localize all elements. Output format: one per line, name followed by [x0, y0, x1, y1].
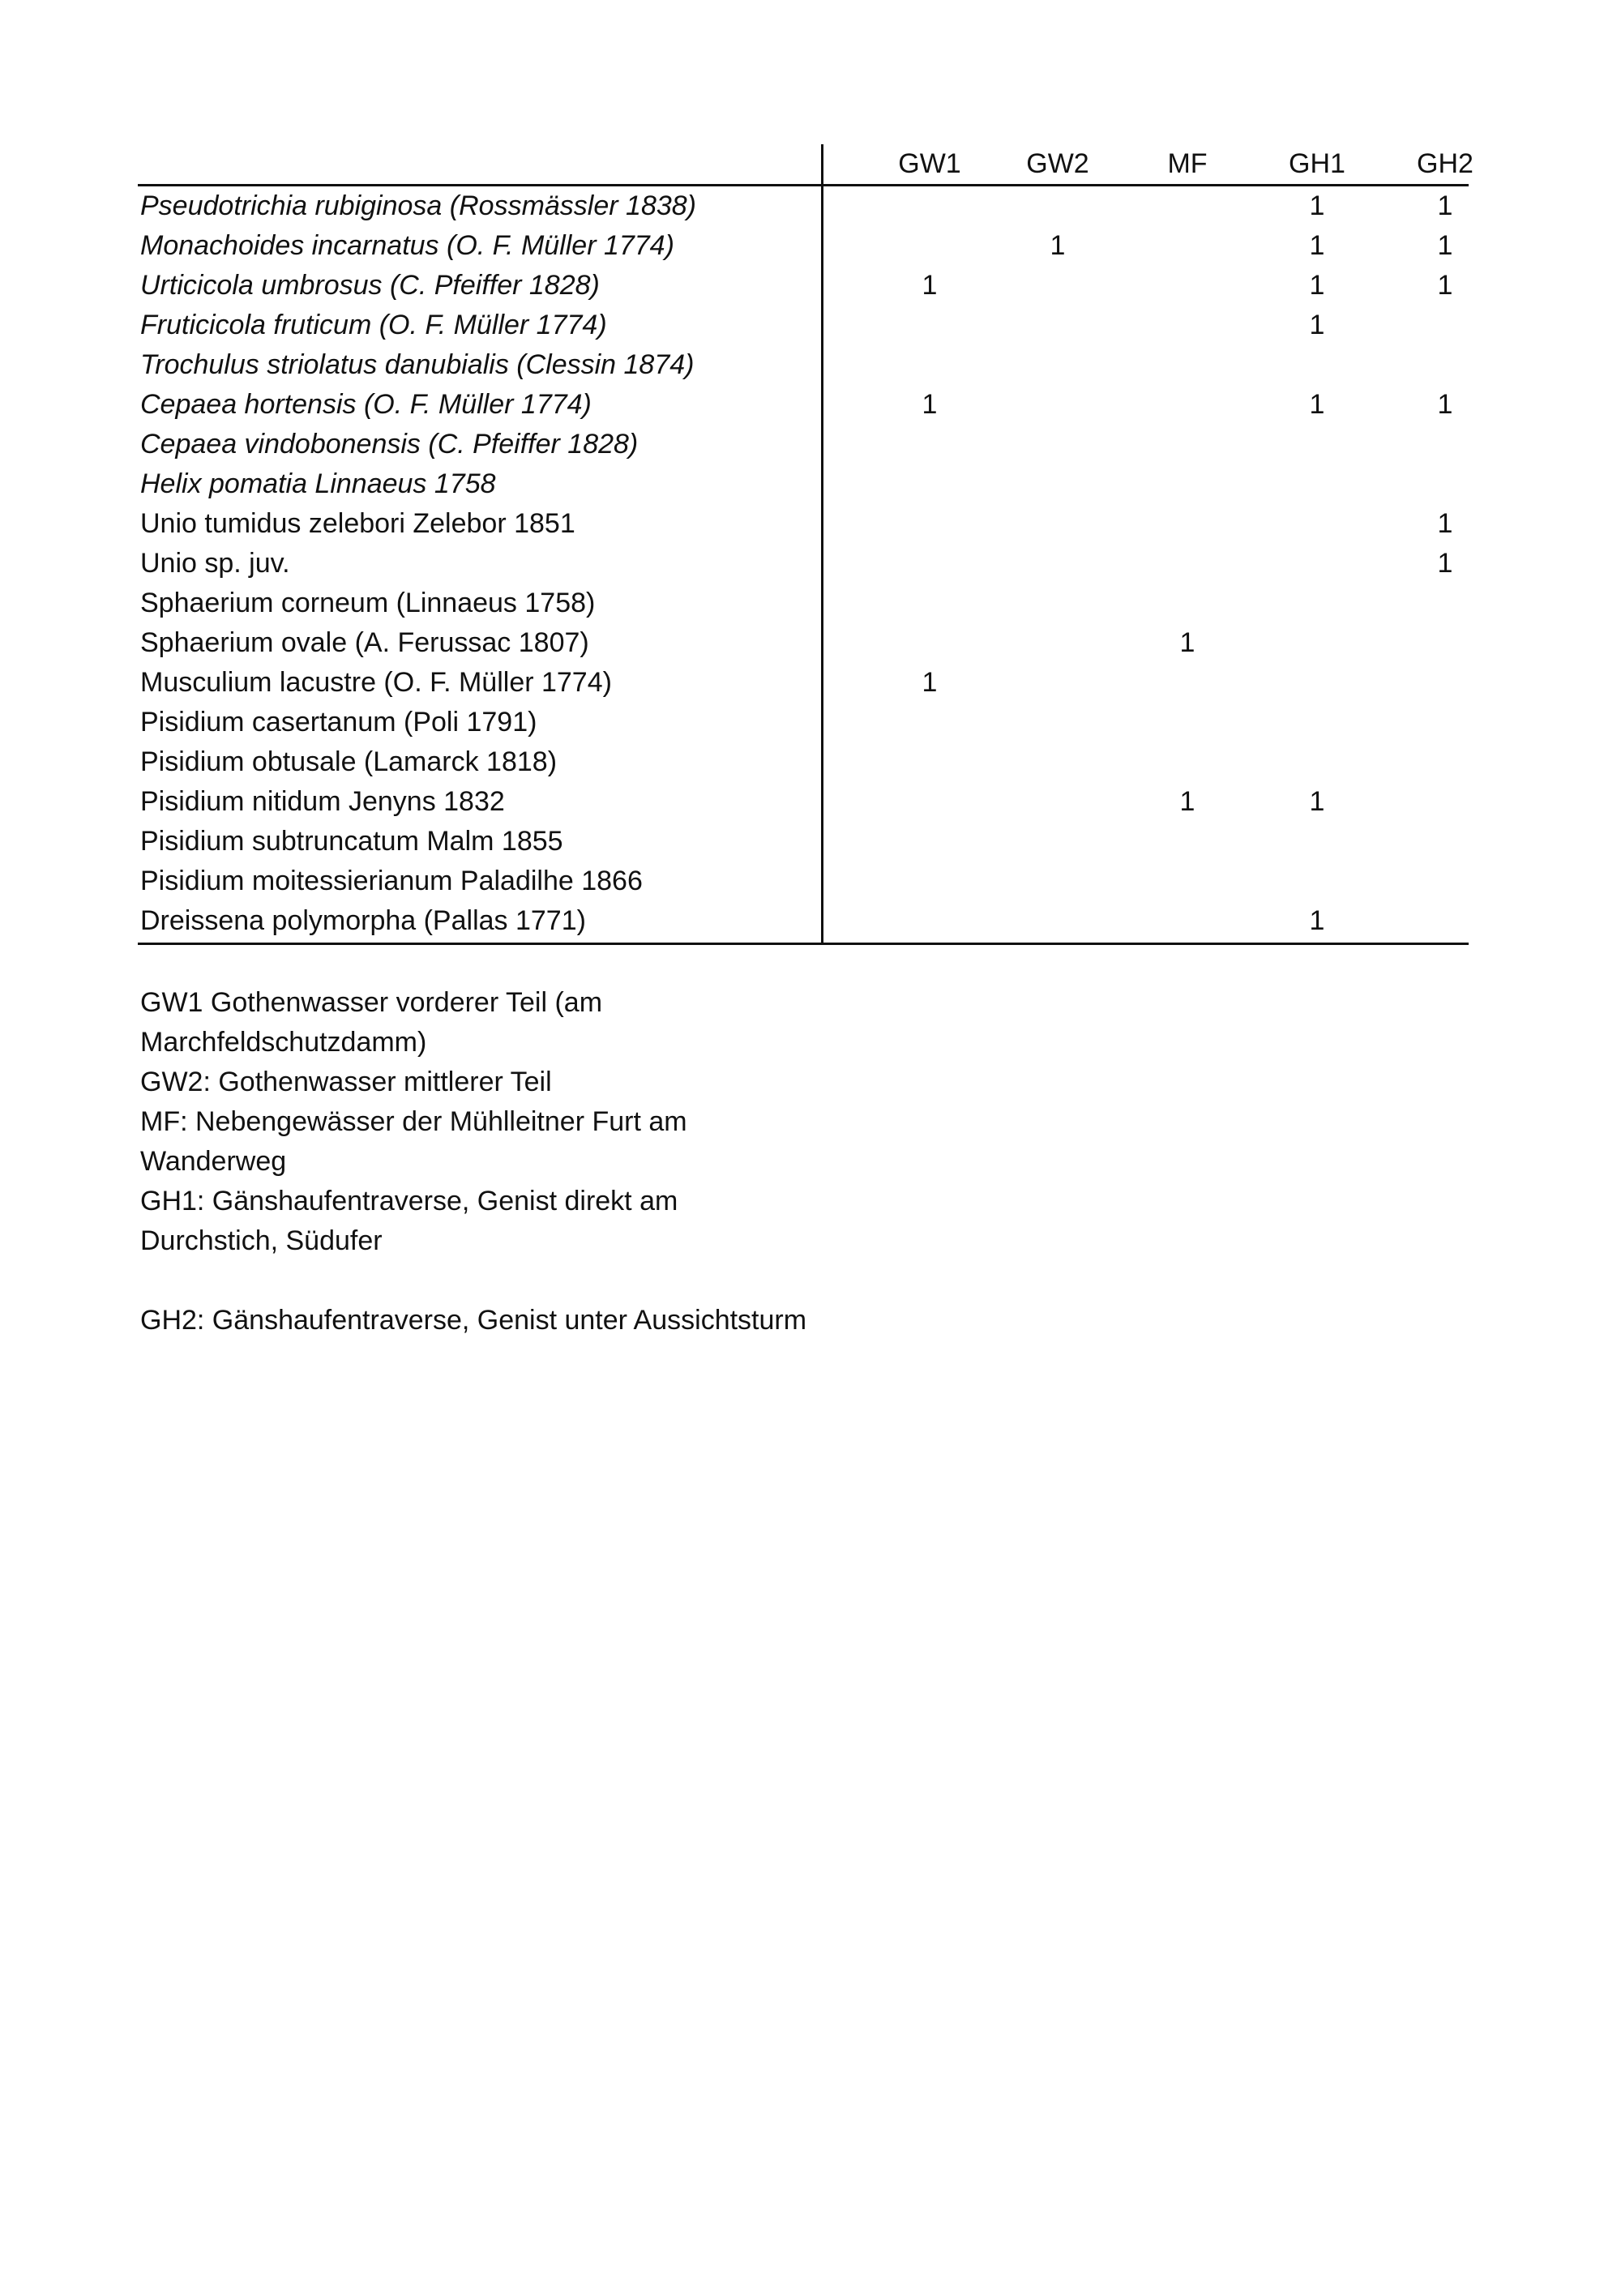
count-mf	[1139, 385, 1236, 425]
count-mf	[1139, 226, 1236, 266]
column-header-mf: MF	[1167, 148, 1208, 179]
count-gh2	[1396, 425, 1494, 464]
species-name: Unio sp. juv.	[140, 548, 290, 579]
legend-line: MF: Nebengewässer der Mühlleitner Furt am	[140, 1106, 687, 1137]
column-header-gh2: GH2	[1417, 148, 1473, 179]
count-mf	[1139, 186, 1236, 226]
species-name: Fruticicola fruticum (O. F. Müller 1774)	[140, 310, 607, 340]
count-gh1: 1	[1309, 389, 1325, 420]
count-gw1	[881, 901, 978, 941]
count-gh1	[1268, 703, 1366, 742]
count-gw2	[1009, 663, 1106, 703]
table-row	[138, 544, 1467, 584]
table-row	[138, 306, 1467, 345]
count-gh1	[1268, 464, 1366, 504]
count-gw1	[881, 703, 978, 742]
species-name: Sphaerium corneum (Linnaeus 1758)	[140, 588, 596, 618]
legend-line: Wanderweg	[140, 1146, 287, 1177]
count-gh1	[1268, 663, 1366, 703]
table-row	[138, 623, 1467, 663]
count-gh1	[1268, 544, 1366, 584]
species-name: Cepaea vindobonensis (C. Pfeiffer 1828)	[140, 429, 639, 460]
table-row	[138, 822, 1467, 862]
legend-line: Durchstich, Südufer	[140, 1225, 383, 1256]
count-mf	[1139, 266, 1236, 306]
table-row	[138, 901, 1467, 941]
species-name: Helix pomatia Linnaeus 1758	[140, 468, 496, 499]
legend-line: GW1 Gothenwasser vorderer Teil (am	[140, 987, 603, 1018]
count-gw2	[1009, 345, 1106, 385]
count-gh2: 1	[1437, 270, 1453, 301]
count-gh2	[1396, 345, 1494, 385]
count-gw1	[881, 345, 978, 385]
species-name: Pisidium nitidum Jenyns 1832	[140, 786, 505, 817]
count-gh2	[1396, 822, 1494, 862]
count-gw1	[881, 306, 978, 345]
count-mf: 1	[1179, 627, 1195, 658]
count-gw2	[1009, 623, 1106, 663]
table-row	[138, 186, 1467, 226]
count-gh1	[1268, 742, 1366, 782]
count-gh1: 1	[1309, 786, 1325, 817]
count-gh2: 1	[1437, 230, 1453, 261]
count-gh2	[1396, 782, 1494, 822]
count-gw1	[881, 186, 978, 226]
count-gw2	[1009, 464, 1106, 504]
count-gh2: 1	[1437, 389, 1453, 420]
count-gh2	[1396, 862, 1494, 901]
count-mf	[1139, 584, 1236, 623]
column-header-gw1: GW1	[898, 148, 961, 179]
table-row	[138, 504, 1467, 544]
count-gw1	[881, 742, 978, 782]
table-row	[138, 663, 1467, 703]
count-mf	[1139, 703, 1236, 742]
count-gw2	[1009, 504, 1106, 544]
count-mf	[1139, 663, 1236, 703]
count-gw2	[1009, 584, 1106, 623]
table-row	[138, 385, 1467, 425]
count-mf	[1139, 544, 1236, 584]
count-gw2: 1	[1050, 230, 1066, 261]
count-gh2	[1396, 703, 1494, 742]
species-name: Dreissena polymorpha (Pallas 1771)	[140, 905, 586, 936]
count-gh1: 1	[1309, 230, 1325, 261]
count-gw2	[1009, 544, 1106, 584]
count-gh1	[1268, 345, 1366, 385]
count-mf	[1139, 504, 1236, 544]
count-mf	[1139, 822, 1236, 862]
legend-line: GH1: Gänshaufentraverse, Genist direkt am	[140, 1186, 678, 1216]
count-gw2	[1009, 742, 1106, 782]
table-row	[138, 345, 1467, 385]
count-gh1	[1268, 822, 1366, 862]
count-gw2	[1009, 822, 1106, 862]
species-name: Pisidium obtusale (Lamarck 1818)	[140, 746, 558, 777]
count-mf	[1139, 901, 1236, 941]
count-gh1: 1	[1309, 310, 1325, 340]
count-mf	[1139, 425, 1236, 464]
species-name: Sphaerium ovale (A. Ferussac 1807)	[140, 627, 589, 658]
count-gw2	[1009, 385, 1106, 425]
count-mf	[1139, 862, 1236, 901]
table-row	[138, 464, 1467, 504]
species-name: Pisidium subtruncatum Malm 1855	[140, 826, 563, 857]
count-gh1	[1268, 425, 1366, 464]
species-name: Urticicola umbrosus (C. Pfeiffer 1828)	[140, 270, 600, 301]
count-gw1	[881, 544, 978, 584]
table-bottom-rule	[138, 943, 1469, 945]
site-legend	[140, 983, 870, 1340]
count-gw1	[881, 623, 978, 663]
table-row	[138, 584, 1467, 623]
species-name: Pseudotrichia rubiginosa (Rossmässler 1838)	[140, 190, 696, 221]
count-mf	[1139, 306, 1236, 345]
count-gw1	[881, 226, 978, 266]
count-gh1: 1	[1309, 270, 1325, 301]
count-gw1: 1	[922, 270, 938, 301]
table-row	[138, 425, 1467, 464]
count-gw2	[1009, 425, 1106, 464]
legend-line: GW2: Gothenwasser mittlerer Teil	[140, 1067, 552, 1097]
legend-line: GH2: Gänshaufentraverse, Genist unter Aussichtsturm	[140, 1305, 807, 1336]
count-gw1: 1	[922, 667, 938, 698]
species-name: Unio tumidus zelebori Zelebor 1851	[140, 508, 575, 539]
count-gw1	[881, 782, 978, 822]
legend-spacer	[140, 1261, 870, 1301]
count-gw1: 1	[922, 389, 938, 420]
count-gh2: 1	[1437, 508, 1453, 539]
count-gh1	[1268, 623, 1366, 663]
count-gw2	[1009, 782, 1106, 822]
table-row	[138, 742, 1467, 782]
count-gh2	[1396, 742, 1494, 782]
count-gh1: 1	[1309, 190, 1325, 221]
table-row	[138, 862, 1467, 901]
count-mf: 1	[1179, 786, 1195, 817]
count-gh2: 1	[1437, 190, 1453, 221]
count-gh2	[1396, 623, 1494, 663]
count-gh2	[1396, 901, 1494, 941]
column-header-gw2: GW2	[1026, 148, 1089, 179]
count-gw2	[1009, 266, 1106, 306]
count-mf	[1139, 345, 1236, 385]
count-gh2	[1396, 464, 1494, 504]
count-mf	[1139, 742, 1236, 782]
column-header-gh1: GH1	[1289, 148, 1345, 179]
table-header-row	[138, 144, 1473, 184]
count-gh2	[1396, 306, 1494, 345]
species-name: Musculium lacustre (O. F. Müller 1774)	[140, 667, 612, 698]
table-row	[138, 226, 1467, 266]
species-name: Pisidium moitessierianum Paladilhe 1866	[140, 866, 643, 896]
count-gw2	[1009, 186, 1106, 226]
species-name: Cepaea hortensis (O. F. Müller 1774)	[140, 389, 592, 420]
count-gh1	[1268, 584, 1366, 623]
species-name: Pisidium casertanum (Poli 1791)	[140, 707, 537, 738]
count-gh2: 1	[1437, 548, 1453, 579]
count-gw1	[881, 464, 978, 504]
species-name: Trochulus striolatus danubialis (Clessin 1874)	[140, 349, 695, 380]
table-row	[138, 782, 1467, 822]
count-gh1	[1268, 504, 1366, 544]
count-mf	[1139, 464, 1236, 504]
count-gh1	[1268, 862, 1366, 901]
table-row	[138, 703, 1467, 742]
count-gw1	[881, 584, 978, 623]
count-gw2	[1009, 862, 1106, 901]
species-name: Monachoides incarnatus (O. F. Müller 1774)	[140, 230, 674, 261]
count-gw2	[1009, 703, 1106, 742]
table-row	[138, 266, 1467, 306]
count-gw2	[1009, 306, 1106, 345]
count-gw1	[881, 862, 978, 901]
count-gw1	[881, 504, 978, 544]
count-gw2	[1009, 901, 1106, 941]
count-gh2	[1396, 663, 1494, 703]
count-gh1: 1	[1309, 905, 1325, 936]
legend-line: Marchfeldschutzdamm)	[140, 1027, 427, 1058]
count-gh2	[1396, 584, 1494, 623]
count-gw1	[881, 822, 978, 862]
count-gw1	[881, 425, 978, 464]
